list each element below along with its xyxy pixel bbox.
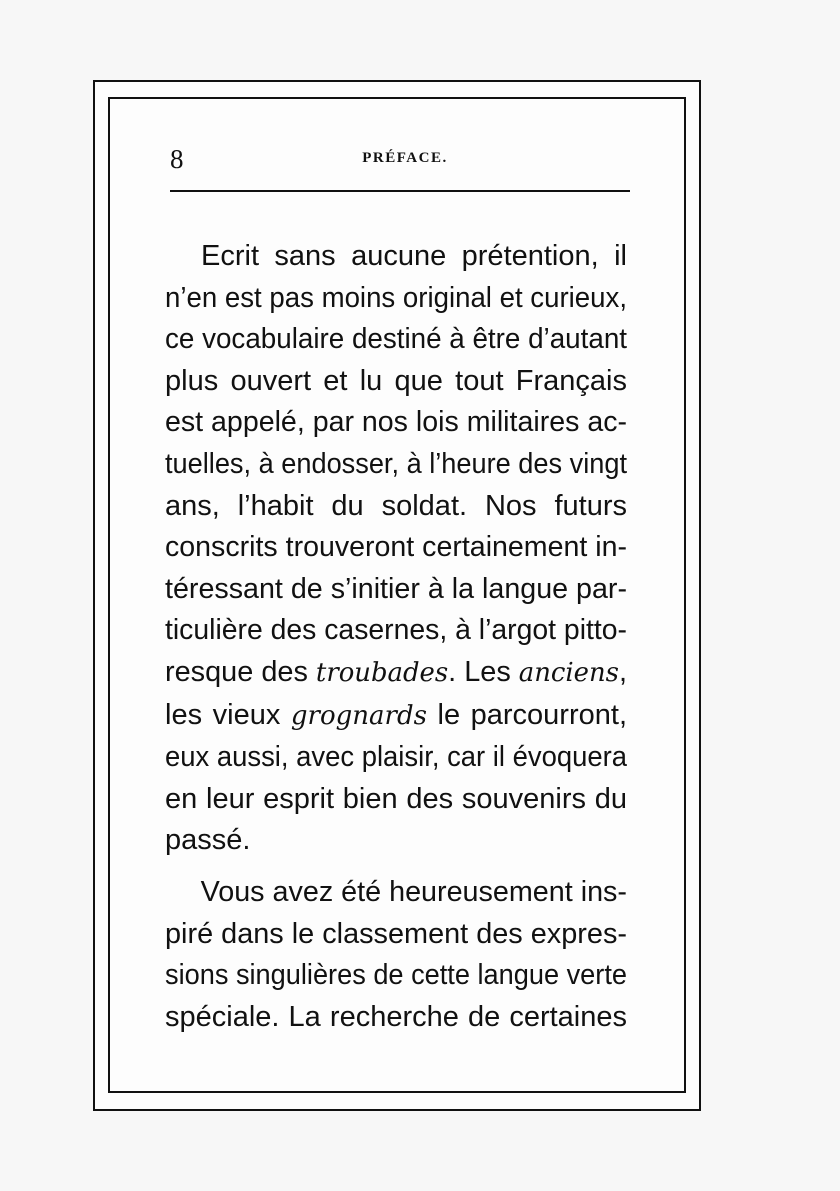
text-line: passé. bbox=[165, 824, 251, 857]
header-rule bbox=[170, 190, 630, 192]
italic-word-grognards: grognards bbox=[290, 700, 427, 731]
text-line: est appelé, par nos lois militaires ac- bbox=[165, 406, 627, 439]
body-text bbox=[165, 236, 627, 1038]
text-line: ticulière des casernes, à l’argot pitto- bbox=[165, 614, 627, 647]
text-line: conscrits trouveront certainement in- bbox=[165, 531, 627, 564]
text-line: piré dans le classement des expres- bbox=[165, 917, 627, 950]
text-line: spéciale. La recherche de certaines bbox=[165, 1000, 627, 1033]
running-head: PRÉFACE. bbox=[362, 150, 448, 166]
text-segment: le parcourront, bbox=[426, 698, 627, 731]
page-header bbox=[170, 140, 630, 180]
text-segment: . Les bbox=[448, 655, 519, 688]
text-line: téressant de s’initier à la langue par- bbox=[165, 572, 627, 605]
text-line: ce vocabulaire destiné à être d’autant bbox=[165, 323, 627, 356]
page-number: 8 bbox=[170, 144, 184, 174]
text-line: n’en est pas moins original et curieux, bbox=[165, 281, 627, 314]
text-segment: resque des bbox=[165, 655, 316, 688]
text-line: plus ouvert et lu que tout Français bbox=[165, 364, 627, 397]
italic-word-anciens: anciens bbox=[518, 657, 619, 688]
text-line: ans, l’habit du soldat. Nos futurs bbox=[165, 489, 627, 522]
text-line: en leur esprit bien des souvenirs du bbox=[165, 782, 627, 815]
text-line: sions singulières de cette langue verte bbox=[165, 959, 627, 992]
text-line: Vous avez été heureusement ins- bbox=[200, 875, 627, 908]
text-line-with-italics bbox=[165, 652, 625, 695]
paragraph-1 bbox=[165, 236, 627, 862]
text-segment: les vieux bbox=[165, 698, 291, 731]
text-line: tuelles, à endosser, à l’heure des vingt bbox=[165, 447, 627, 480]
text-segment: , bbox=[618, 655, 627, 688]
italic-word-troubades: troubades bbox=[315, 657, 449, 688]
text-line-with-italics bbox=[165, 695, 627, 738]
text-line: Ecrit sans aucune prétention, il bbox=[201, 240, 627, 272]
paragraph-2 bbox=[165, 872, 627, 1038]
text-line: eux aussi, avec plaisir, car il évoquera bbox=[165, 741, 627, 774]
